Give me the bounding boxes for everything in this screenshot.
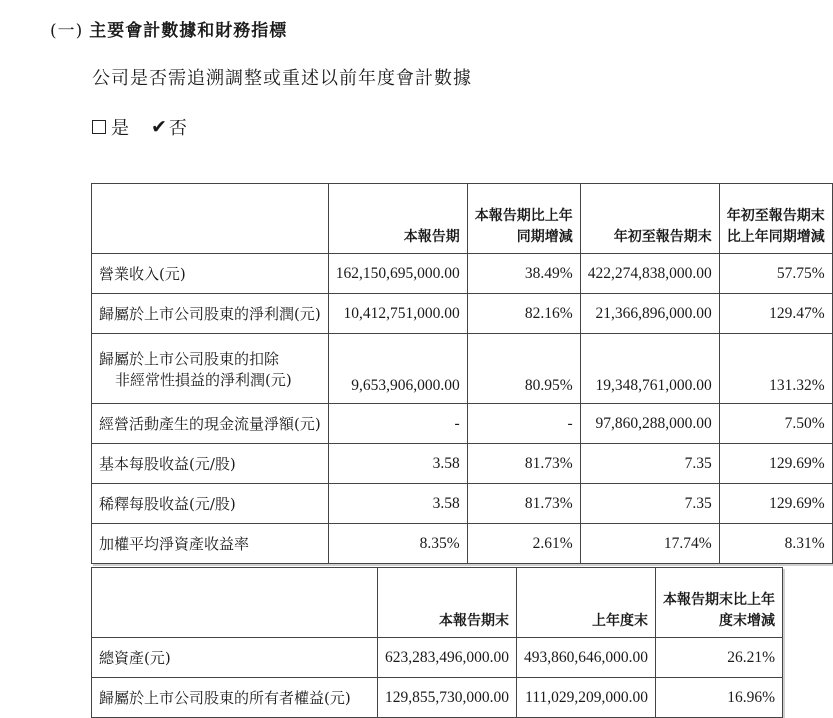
- value-cell: 8.35%: [328, 524, 467, 564]
- row-label: [92, 678, 378, 718]
- table-row: [92, 678, 783, 718]
- restatement-question: 公司是否需追溯調整或重述以前年度會計數據: [92, 68, 472, 89]
- row-label-text: 營業收入(元): [99, 265, 186, 283]
- value-cell: 80.95%: [467, 334, 580, 404]
- header-line: 年初至報告期末: [726, 208, 825, 225]
- row-label-text: 歸屬於上市公司股東的扣除: [99, 349, 280, 368]
- table-header-row: [92, 568, 783, 638]
- row-label-text: 歸屬於上市公司股東的所有者權益(元): [99, 689, 351, 707]
- row-label: [92, 294, 329, 334]
- value-cell: 8.31%: [719, 524, 832, 564]
- option-yes[interactable]: [92, 114, 129, 140]
- row-label: [92, 334, 329, 404]
- value-cell: 81.73%: [467, 444, 580, 484]
- row-label-text: 總資產(元): [99, 649, 171, 667]
- row-label: [92, 254, 329, 294]
- option-no-label: 否: [168, 118, 187, 139]
- row-label-text: 稀釋每股收益(元/股): [99, 495, 236, 513]
- header-line: 度末增減: [719, 612, 775, 629]
- header-line: 比上年同期增減: [726, 228, 825, 245]
- value-cell: 7.35: [580, 484, 719, 524]
- table-row: [92, 444, 833, 484]
- value-cell: 129.69%: [719, 444, 832, 484]
- value-cell: 9,653,906,000.00: [328, 334, 467, 404]
- value-cell: 21,366,896,000.00: [580, 294, 719, 334]
- value-cell: 7.35: [580, 444, 719, 484]
- value-cell: 57.75%: [719, 254, 832, 294]
- table-row: [92, 254, 833, 294]
- value-cell: 3.58: [328, 444, 467, 484]
- value-cell: 111,029,209,000.00: [517, 678, 656, 718]
- row-label-text: 基本每股收益(元/股): [99, 455, 236, 473]
- value-cell: 7.50%: [719, 404, 832, 444]
- header-cell: [92, 568, 378, 638]
- checkmark-icon: ✔: [151, 116, 167, 138]
- table-row: [92, 294, 833, 334]
- value-cell: 129.47%: [719, 294, 832, 334]
- header-cell: [719, 184, 832, 254]
- value-cell: 97,860,288,000.00: [580, 404, 719, 444]
- row-label: [92, 524, 329, 564]
- value-cell: 16.96%: [656, 678, 783, 718]
- row-label: [92, 638, 378, 678]
- value-cell: 38.49%: [467, 254, 580, 294]
- value-cell: 81.73%: [467, 484, 580, 524]
- value-cell: 422,274,838,000.00: [580, 254, 719, 294]
- row-label: [92, 444, 329, 484]
- option-no[interactable]: [151, 114, 187, 140]
- header-cell: 本報告期: [328, 184, 467, 254]
- value-cell: 26.21%: [656, 638, 783, 678]
- value-cell: 129,855,730,000.00: [378, 678, 517, 718]
- row-label-text: 歸屬於上市公司股東的淨利潤(元): [99, 305, 321, 323]
- section-title: [50, 16, 287, 41]
- row-label-text: 非經常性損益的淨利潤(元): [115, 370, 292, 389]
- table-row: [92, 484, 833, 524]
- header-cell: 上年度末: [517, 568, 656, 638]
- value-cell: -: [467, 404, 580, 444]
- row-label-text: 加權平均淨資產收益率: [99, 535, 250, 553]
- table-header-row: [92, 184, 833, 254]
- value-cell: 82.16%: [467, 294, 580, 334]
- value-cell: -: [328, 404, 467, 444]
- header-line: 本報告期比上年: [474, 208, 573, 225]
- header-cell: [467, 184, 580, 254]
- value-cell: 129.69%: [719, 484, 832, 524]
- table-row: [92, 524, 833, 564]
- header-cell: [656, 568, 783, 638]
- header-line: 本報告期末比上年: [663, 592, 775, 609]
- value-cell: 2.61%: [467, 524, 580, 564]
- restatement-options: [92, 114, 209, 140]
- header-cell: 年初至報告期末: [580, 184, 719, 254]
- value-cell: 623,283,496,000.00: [378, 638, 517, 678]
- balance-sheet-table: [91, 567, 783, 718]
- option-yes-label: 是: [111, 118, 129, 139]
- row-label: [92, 484, 329, 524]
- row-label: [92, 404, 329, 444]
- value-cell: 3.58: [328, 484, 467, 524]
- key-financial-data-table: [91, 183, 833, 564]
- header-cell: [92, 184, 329, 254]
- value-cell: 131.32%: [719, 334, 832, 404]
- section-number: (一): [50, 21, 84, 41]
- section-heading: 主要會計數據和財務指標: [89, 21, 288, 41]
- table-row: [92, 404, 833, 444]
- table-row: [92, 334, 833, 404]
- value-cell: 493,860,646,000.00: [517, 638, 656, 678]
- table-row: [92, 638, 783, 678]
- value-cell: 10,412,751,000.00: [328, 294, 467, 334]
- header-cell: 本報告期末: [378, 568, 517, 638]
- value-cell: 17.74%: [580, 524, 719, 564]
- header-line: 同期增減: [516, 228, 573, 245]
- row-label-text: 經營活動產生的現金流量淨額(元): [99, 415, 321, 433]
- unchecked-box-icon: [92, 120, 106, 134]
- value-cell: 19,348,761,000.00: [580, 334, 719, 404]
- value-cell: 162,150,695,000.00: [328, 254, 467, 294]
